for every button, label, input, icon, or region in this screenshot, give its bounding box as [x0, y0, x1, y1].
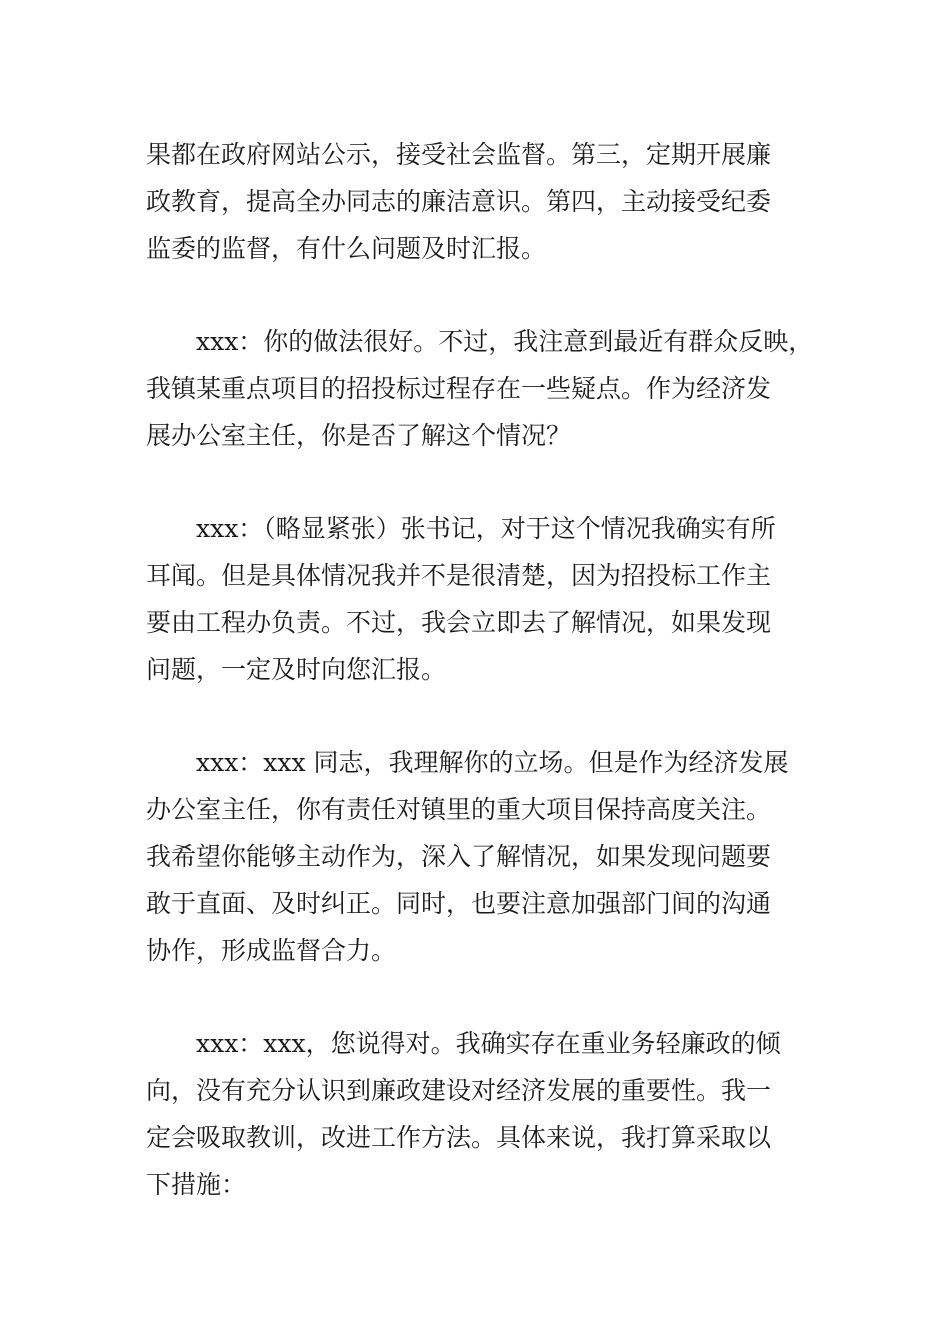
text-line: 我镇某重点项目的招投标过程存在一些疑点。作为经济发 [146, 374, 772, 403]
text-line: 下措施： [146, 1170, 247, 1199]
text-line: 问题，一定及时向您汇报。 [146, 655, 447, 684]
text-line: 耳闻。但是具体情况我并不是很清楚，因为招投标工作主 [146, 561, 772, 590]
paragraph-dialogue-3 [146, 739, 806, 974]
text-line: 向，没有充分认识到廉政建设对经济发展的重要性。我一 [146, 1076, 772, 1105]
paragraph-dialogue-1 [146, 318, 814, 459]
text-line: 协作，形成监督合力。 [146, 936, 397, 965]
paragraph-dialogue-2 [146, 505, 806, 693]
paragraph-dialogue-4 [146, 1020, 806, 1208]
text-line: 展办公室主任，你是否了解这个情况？ [146, 421, 572, 450]
text-line: xxx：（略显紧张）张书记，对于这个情况我确实有所 [196, 514, 776, 543]
text-line: 我希望你能够主动作为，深入了解情况，如果发现问题要 [146, 842, 772, 871]
text-line: 定会吸取教训，改进工作方法。具体来说，我打算采取以 [146, 1123, 772, 1152]
text-line: xxx：你的做法很好。不过，我注意到最近有群众反映， [196, 327, 814, 356]
text-line: 监委的监督，有什么问题及时汇报。 [146, 234, 547, 263]
paragraph-continuation [146, 131, 806, 272]
text-line: xxx：xxx，您说得对。我确实存在重业务轻廉政的倾 [196, 1029, 781, 1058]
text-line: 要由工程办负责。不过，我会立即去了解情况，如果发现 [146, 608, 772, 637]
text-line: 敢于直面、及时纠正。同时，也要注意加强部门间的沟通 [146, 889, 772, 918]
text-line: 果都在政府网站公示，接受社会监督。第三，定期开展廉 [146, 140, 772, 169]
text-line: 政教育，提高全办同志的廉洁意识。第四，主动接受纪委 [146, 187, 772, 216]
text-line: xxx：xxx 同志，我理解你的立场。但是作为经济发展 [196, 748, 789, 777]
text-line: 办公室主任，你有责任对镇里的重大项目保持高度关注。 [146, 795, 772, 824]
